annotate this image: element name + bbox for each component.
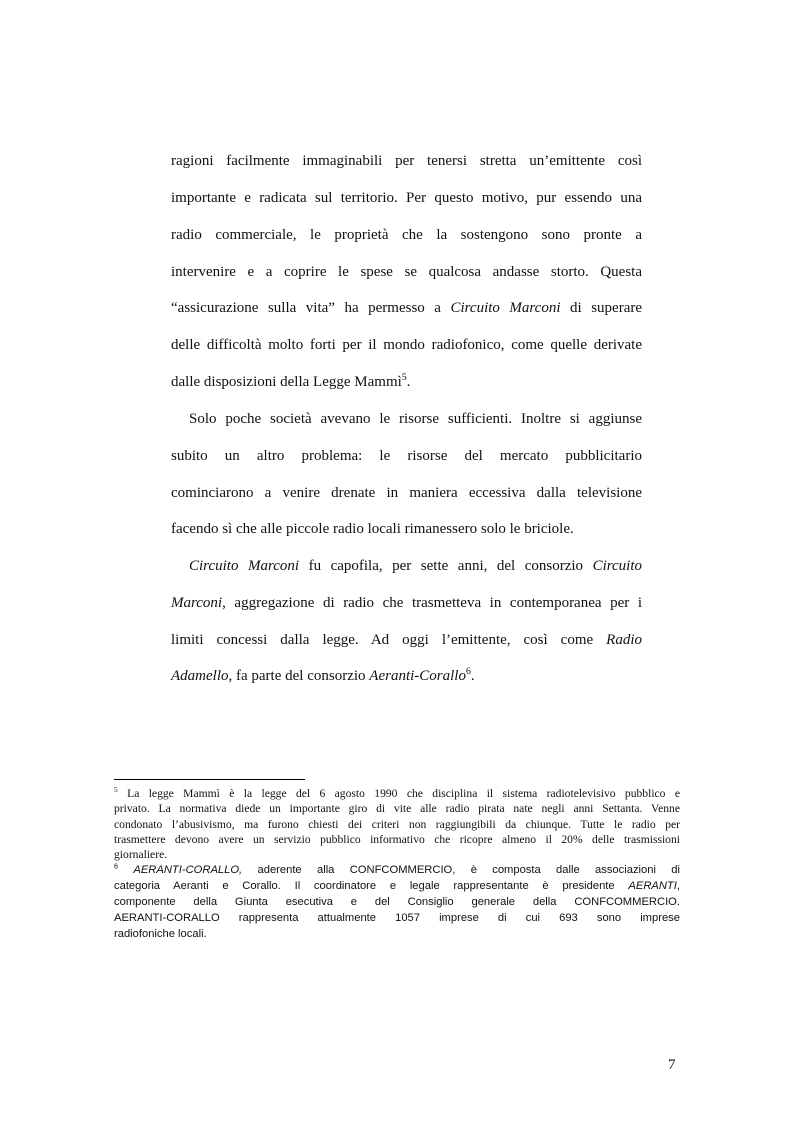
- text-run: categoria Aeranti e Corallo. Il coordinatore e legale rappresentante è presidente: [114, 880, 629, 892]
- text-run: Radio: [606, 632, 642, 648]
- footnote-ref: 5: [401, 372, 407, 383]
- body-line: [171, 263, 642, 281]
- body-line: [171, 594, 642, 612]
- body-line: [171, 336, 642, 354]
- footnote-separator: [114, 779, 305, 780]
- text-run: Marconi: [171, 595, 223, 611]
- footnote-line: [114, 861, 680, 877]
- body-line: [171, 520, 642, 538]
- text-run: Circuito Marconi: [189, 558, 300, 574]
- text-run: ,: [676, 880, 680, 892]
- body-line: [171, 484, 642, 502]
- body-line: [171, 667, 642, 685]
- text-run: subito un altro problema: le risorse del mercato pubblicitario: [171, 448, 642, 464]
- body-line: [171, 152, 642, 170]
- text-run: limiti concessi dalla legge. Ad oggi l’emittente, così come: [171, 632, 607, 648]
- text-run: cominciarono a venire drenate in maniera eccessiva dalla televisione: [171, 485, 642, 501]
- body-line: [189, 557, 642, 575]
- text-run: trasmettere devono avere un servizio pubblico informativo che ricopre almeno il 20% delle trasmissioni: [114, 833, 680, 846]
- text-run: Solo poche società avevano le risorse sufficienti. Inoltre si aggiunse: [189, 411, 642, 427]
- text-run: dalle disposizioni della Legge Mammì: [171, 374, 402, 390]
- body-line: [171, 631, 642, 649]
- text-run: AERANTI-CORALLO rappresenta attualmente 1057 imprese di cui 693 sono imprese: [114, 912, 680, 924]
- text-run: radio commerciale, le proprietà che la sostengono sono pronte a: [171, 227, 642, 243]
- body-line: [171, 189, 642, 207]
- text-run: Circuito: [592, 558, 643, 574]
- text-run: aderente alla CONFCOMMERCIO, è composta dalle associazioni di: [242, 864, 680, 876]
- body-line: [189, 410, 642, 428]
- text-run: facendo sì che alle piccole radio locali rimanessero solo le briciole.: [171, 521, 574, 537]
- text-run: importante e radicata sul territorio. Per questo motivo, pur essendo una: [171, 190, 642, 206]
- text-run: di superare: [560, 300, 643, 316]
- text-run: intervenire e a coprire le spese se qualcosa andasse storto. Questa: [171, 264, 642, 280]
- footnote-line: [114, 848, 680, 861]
- text-run: “assicurazione sulla vita” ha permesso a: [171, 300, 451, 316]
- text-run: AERANTI-CORALLO,: [133, 864, 243, 876]
- text-run: delle difficoltà molto forti per il mondo radiofonico, come quelle derivate: [171, 337, 642, 353]
- page-number: 7: [668, 1057, 676, 1073]
- text-run: , aggregazione di radio che trasmetteva in contemporanea per i: [222, 595, 642, 611]
- text-run: Adamello: [171, 668, 229, 684]
- footnote-line: [114, 912, 680, 925]
- footnote-line: [114, 896, 680, 909]
- text-run: AERANTI: [628, 880, 677, 892]
- text-run: ragioni facilmente immaginabili per tenersi stretta un’emittente così: [171, 153, 642, 169]
- footnote-line: [114, 818, 680, 831]
- body-line: [171, 447, 642, 465]
- footnote-ref: 6: [114, 861, 119, 871]
- text-run: condonato l’abusivismo, ma furono chiesti dei criteri non raggiungibili da chiunque. Tutte le radio per: [114, 818, 680, 831]
- footnote-ref: 6: [465, 666, 471, 677]
- text-run: Circuito Marconi: [450, 300, 561, 316]
- body-line: [171, 373, 642, 391]
- text-run: componente della Giunta esecutiva e del Consiglio generale della CONFCOMMERCIO.: [114, 896, 680, 908]
- text-run: fu capofila, per sette anni, del consorzio: [299, 558, 593, 574]
- footnote-line: [114, 880, 680, 893]
- text-run: [118, 864, 133, 876]
- text-run: , fa parte del consorzio: [228, 668, 370, 684]
- text-run: privato. La normativa diede un importante giro di vite alle radio pirata nate negli anni Settanta. Venne: [114, 802, 680, 815]
- text-run: La legge Mammì è la legge del 6 agosto 1990 che disciplina il sistema radiotelevisivo pubblico e: [117, 787, 680, 800]
- body-line: [171, 226, 642, 244]
- footnote-line: [114, 928, 680, 941]
- footnote-line: [114, 787, 680, 800]
- footnote-line: [114, 833, 680, 846]
- text-run: radiofoniche locali.: [114, 928, 207, 940]
- body-line: [171, 299, 642, 317]
- footnote-line: [114, 802, 680, 815]
- text-run: .: [470, 668, 475, 684]
- text-run: .: [406, 374, 411, 390]
- text-run: Aeranti-Corallo: [369, 668, 466, 684]
- footnote-ref: 5: [114, 785, 118, 795]
- text-run: giornaliere.: [114, 848, 168, 861]
